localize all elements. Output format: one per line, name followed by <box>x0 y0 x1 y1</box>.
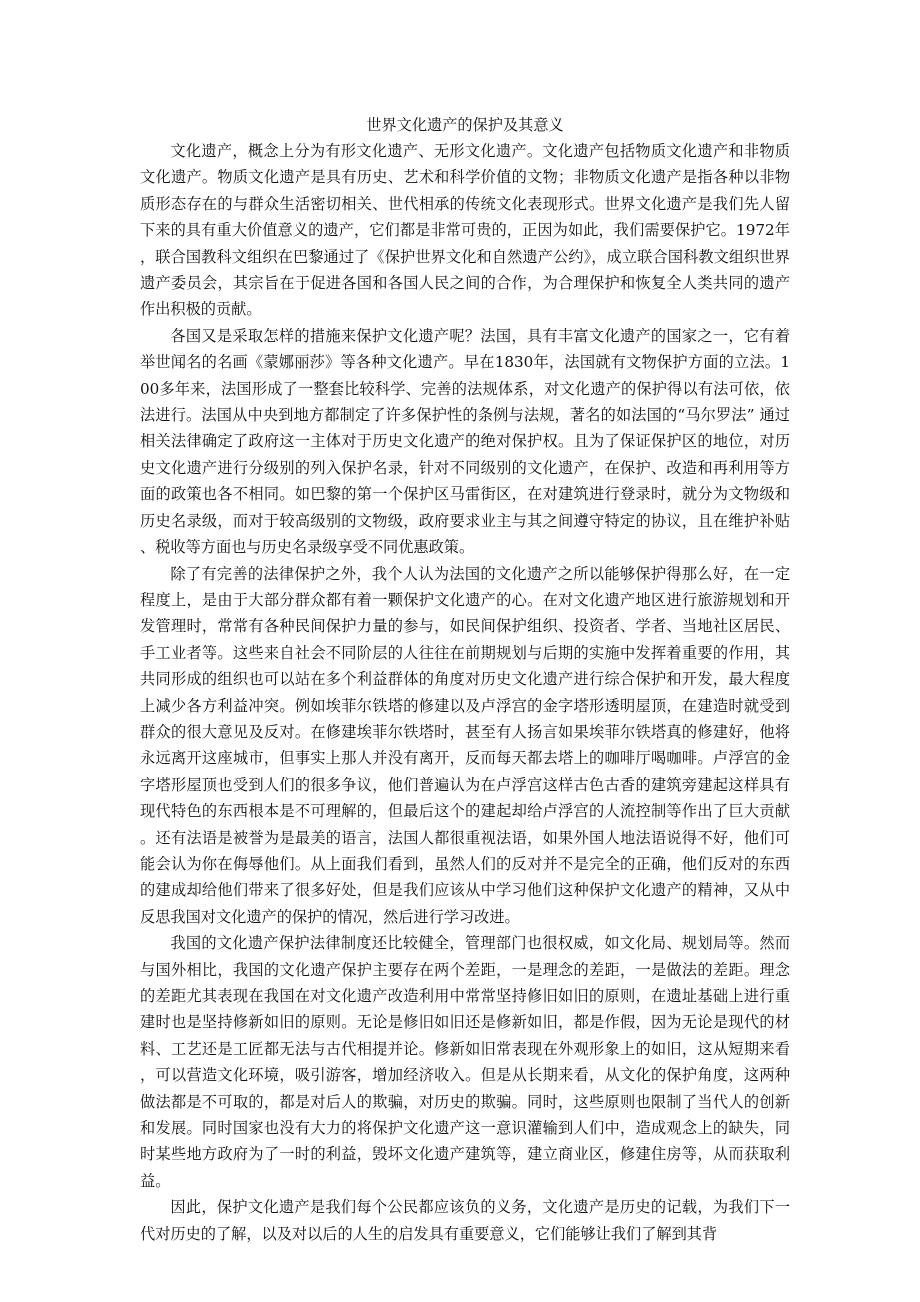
paragraph-china-gap: 我国的文化遗产保护法律制度还比较健全，管理部门也很权威，如文化局、规划局等。然而与国外相比，我国的文化遗产保护主要存在两个差距，一是理念的差距，一是做法的差距。理念的差距尤其表现在我国在对文化遗产改造利用中常常坚持修旧如旧的原则，在遗址基础上进行重建时也是坚持修新如旧的原则。无论是修旧如旧还是修新如旧，都是作假，因为无论是现代的材料、工艺还是工匠都无法与古代相提并论。修新如旧常表现在外观形象上的如旧，这从短期来看，可以营造文化环境，吸引游客，增加经济收入。但是从长期来看，从文化的保护角度，这两种做法都是不可取的，都是对后人的欺骗，对历史的欺骗。同时，这些原则也限制了当代人的创新和发展。同时国家也没有大力的将保护文化遗产这一意识灌输到人们中，造成观念上的缺失，同时某些地方政府为了一时的利益，毁坏文化遗产建筑等，建立商业区，修建住房等，从而获取利益。 <box>140 934 790 1190</box>
paragraph-conclusion: 因此，保护文化遗产是我们每个公民都应该负的义务，文化遗产是历史的记载，为我们下一代对历史的了解，以及对以后的人生的启发具有重要意义，它们能够让我们了解到其背 <box>140 1198 790 1243</box>
document-page <box>140 112 790 1247</box>
paragraph-france-law: 各国又是采取怎样的措施来保护文化遗产呢？法国，具有丰富文化遗产的国家之一，它有着举世闻名的名画《蒙娜丽莎》等各种文化遗产。早在1830年，法国就有文物保护方面的立法。100多年来，法国形成了一整套比较科学、完善的法规体系，对文化遗产的保护得以有法可依，依法进行。法国从中央到地方都制定了许多保护性的条例与法规，著名的如法国的“马尔罗法” 通过相关法律确定了政府这一主体对于历史文化遗产的绝对保护权。且为了保证保护区的地位，对历史文化遗产进行分级别的列入保护名录，针对不同级别的文化遗产，在保护、改造和再利用等方面的政策也各不相同。如巴黎的第一个保护区马雷街区，在对建筑进行登录时，就分为文物级和历史名录级，而对于较高级别的文物级，政府要求业主与其之间遵守特定的协议，且在维护补贴、税收等方面也与历史名录级享受不同优惠政策。 <box>140 326 790 557</box>
paragraph-intro: 文化遗产，概念上分为有形文化遗产、无形文化遗产。文化遗产包括物质文化遗产和非物质文化遗产。物质文化遗产是具有历史、艺术和科学价值的文物；非物质文化遗产是指各种以非物质形态存在的与群众生活密切相关、世代相承的传统文化表现形式。世界文化遗产是我们先人留下来的具有重大价值意义的遗产，它们都是非常可贵的，正因为如此，我们需要保护它。1972年，联合国教科文组织在巴黎通过了《保护世界文化和自然遗产公约》，成立联合国科教文组织世界遗产委员会，其宗旨在于促进各国和各国人民之间的合作，为合理保护和恢复全人类共同的遗产作出积极的贡献。 <box>140 142 790 319</box>
paragraph-public-participation: 除了有完善的法律保护之外，我个人认为法国的文化遗产之所以能够保护得那么好，在一定程度上，是由于大部分群众都有着一颗保护文化遗产的心。在对文化遗产地区进行旅游规划和开发管理时，常常有各种民间保护力量的参与，如民间保护组织、投资者、学者、当地社区居民、手工业者等。这些来自社会不同阶层的人往往在前期规划与后期的实施中发挥着重要的作用，其共同形成的组织也可以站在多个利益群体的角度对历史文化遗产进行综合保护和开发，最大程度上减少各方利益冲突。例如埃菲尔铁塔的修建以及卢浮宫的金字塔形透明屋顶，在建造时就受到群众的很大意见及反对。在修建埃菲尔铁塔时，甚至有人扬言如果埃菲尔铁塔真的修建好，他将永远离开这座城市，但事实上那人并没有离开，反而每天都去塔上的咖啡厅喝咖啡。卢浮宫的金字塔形屋顶也受到人们的很多争议，他们普遍认为在卢浮宫这样古色古香的建筑旁建起这样具有现代特色的东西根本是不可理解的，但最后这个的建起却给卢浮宫的人流控制等作出了巨大贡献。还有法语是被誉为是最美的语言，法国人都很重视法语，如果外国人地法语说得不好，他们可能会认为你在侮辱他们。从上面我们看到，虽然人们的反对并不是完全的正确，他们反对的东西的建成却给他们带来了很多好处，但是我们应该从中学习他们这种保护文化遗产的精神，又从中反思我国对文化遗产的保护的情况，然后进行学习改进。 <box>140 564 790 926</box>
document-title: 世界文化遗产的保护及其意义 <box>366 116 564 134</box>
